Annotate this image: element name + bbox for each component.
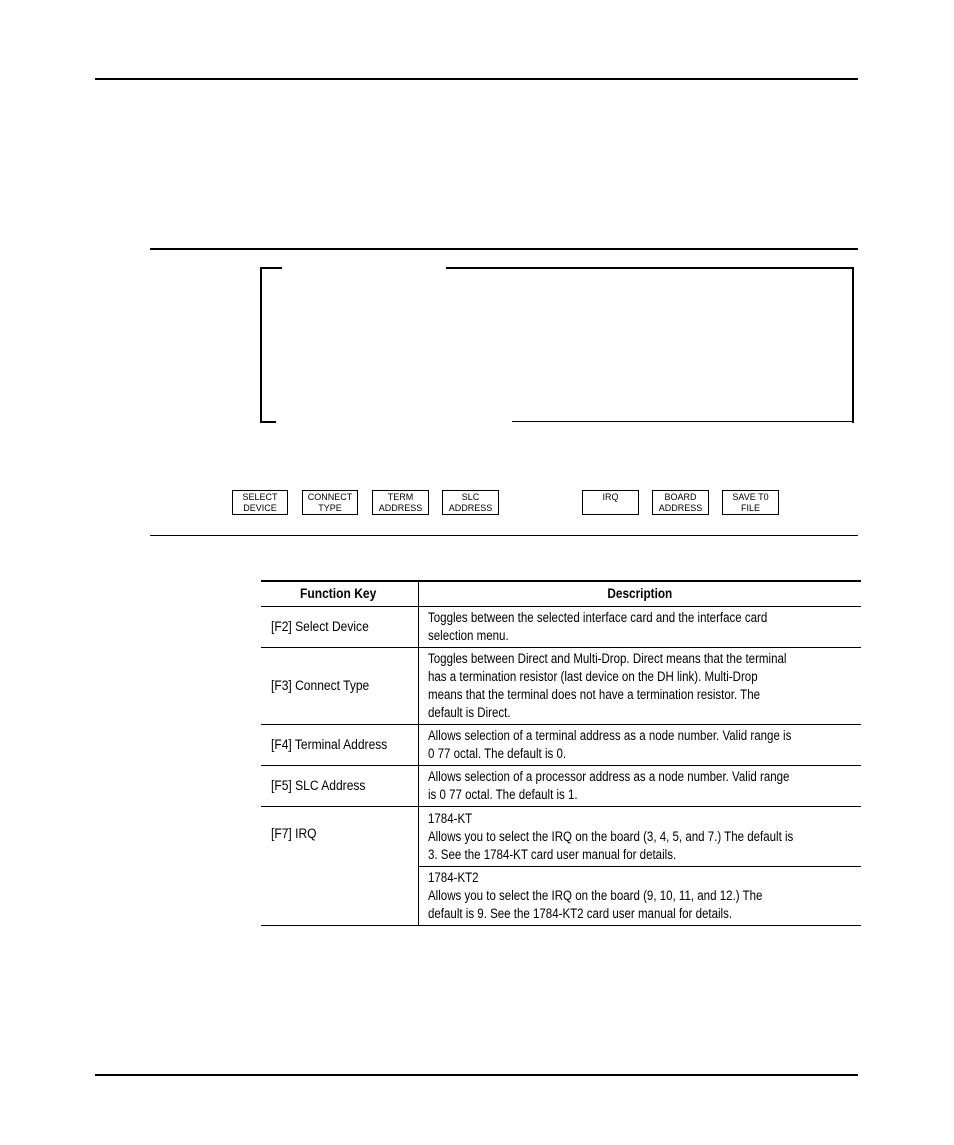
section-rule bbox=[150, 248, 858, 250]
key-label-line1: IRQ bbox=[602, 492, 619, 502]
row-key: [F3] Connect Type bbox=[261, 648, 419, 725]
row-key: [F2] Select Device bbox=[261, 607, 419, 648]
key-label-line2: ADDRESS bbox=[658, 503, 703, 513]
frame-top-right bbox=[446, 267, 854, 269]
key-label-line1: TERM bbox=[387, 492, 414, 502]
row-description: Toggles between Direct and Multi-Drop. Direct means that the terminal has a termination resistor (last device on the DH link). Multi-Drop means that the terminal does not have a termination resistor. The default is Direct. bbox=[428, 651, 787, 720]
key-label-line1: BOARD bbox=[664, 492, 697, 502]
key-label-line1: SELECT bbox=[242, 492, 278, 502]
row-description: 1784-KT2 Allows you to select the IRQ on the board (9, 10, 11, and 12.) The default is 9. See the 1784-KT2 card user manual for details. bbox=[428, 870, 763, 921]
table-row bbox=[261, 766, 861, 807]
key-label-line2: FILE bbox=[740, 503, 760, 513]
header-description: Description bbox=[607, 586, 673, 601]
frame-top-left bbox=[260, 267, 282, 269]
term-address-key[interactable] bbox=[372, 490, 429, 515]
frame-bottom-right bbox=[512, 421, 854, 422]
header-function-key: Function Key bbox=[261, 581, 419, 607]
key-label-line2: ADDRESS bbox=[448, 503, 493, 513]
key-label-line2: ADDRESS bbox=[378, 503, 423, 513]
table-row bbox=[261, 807, 861, 867]
table-row bbox=[261, 648, 861, 725]
row-description: Allows selection of a processor address as a node number. Valid range is 0 77 octal. The default is 1. bbox=[428, 769, 790, 802]
function-key-table bbox=[261, 580, 861, 926]
key-label-line1: SAVE T0 bbox=[732, 492, 769, 502]
row-key: [F7] IRQ bbox=[261, 807, 419, 926]
row-key: [F4] Terminal Address bbox=[261, 725, 419, 766]
frame-bottom-left bbox=[260, 421, 276, 423]
key-label-line1: SLC bbox=[461, 492, 480, 502]
row-description: Toggles between the selected interface card and the interface card selection menu. bbox=[428, 610, 768, 643]
frame-left bbox=[260, 267, 262, 423]
bottom-rule bbox=[95, 1074, 858, 1076]
connect-type-key[interactable] bbox=[302, 490, 358, 515]
save-to-file-key[interactable] bbox=[722, 490, 779, 515]
board-address-key[interactable] bbox=[652, 490, 709, 515]
select-device-key[interactable] bbox=[232, 490, 288, 515]
table-row bbox=[261, 607, 861, 648]
top-rule bbox=[95, 78, 858, 80]
table-row bbox=[261, 725, 861, 766]
irq-key[interactable] bbox=[582, 490, 639, 515]
frame-right bbox=[852, 267, 854, 423]
key-label-line1: CONNECT bbox=[307, 492, 353, 502]
row-description: 1784-KT Allows you to select the IRQ on the board (3, 4, 5, and 7.) The default is 3. See the 1784-KT card user manual for details. bbox=[428, 810, 794, 862]
key-label-line2: TYPE bbox=[318, 503, 342, 513]
row-description: Allows selection of a terminal address as a node number. Valid range is 0 77 octal. The default is 0. bbox=[428, 728, 792, 761]
row-key: [F5] SLC Address bbox=[261, 766, 419, 807]
slc-address-key[interactable] bbox=[442, 490, 499, 515]
key-label-line2: DEVICE bbox=[243, 503, 277, 513]
table-header-row bbox=[261, 581, 861, 607]
figure-bottom-rule bbox=[150, 535, 858, 536]
